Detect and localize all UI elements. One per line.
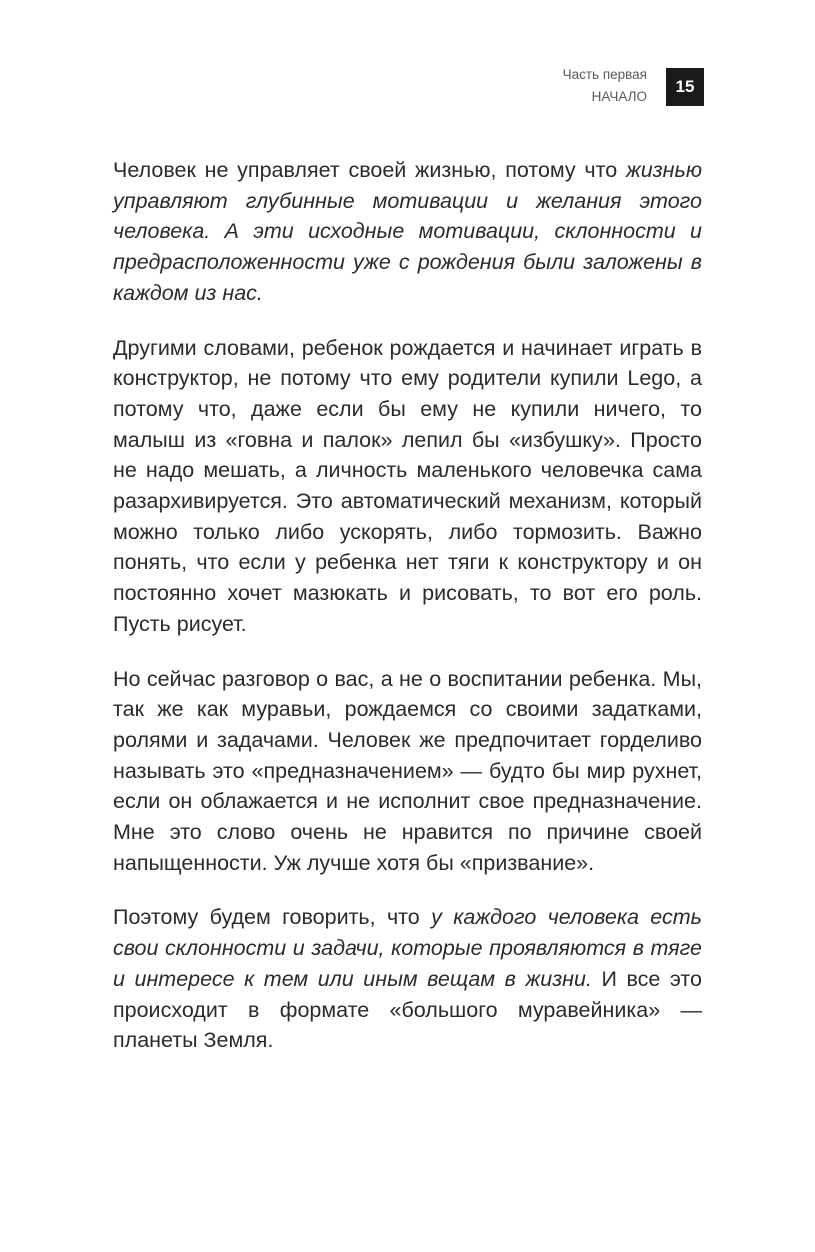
italic-run: жизнью управляют глубинные мотивации и желания этого человека. А эти исходные мотивации, склонности и предрасположенности уже с рождения были заложены в каждом из нас.: [113, 158, 702, 305]
text-run: Но сейчас разговор о вас, а не о воспитании ребенка. Мы, так же как муравьи, рождаемся со своими задатками, ролями и задачами. Человек же предпочитает горделиво называть это «предназначением» — будто бы мир рухнет, если он облажается и не исполнит свое предназначение. Мне это слово очень не нравится по причине своей напыщенности. Уж лучше хотя бы «призвание».: [113, 666, 702, 875]
text-run: Другими словами, ребенок рождается и начинает играть в конструктор, не потому что ему родители купили Lego, а потому что, даже если бы ему не купили ничего, то малыш из «говна и палок» лепил бы «избушку». Просто не надо мешать, а личность маленького человечка сама разархивируется. Это автоматический механизм, который можно только либо ускорять, либо тормозить. Важно понять, что если у ребенка нет тяги к конструктору и он постоянно хочет мазюкать и рисовать, то вот его роль. Пусть рисует.: [113, 335, 702, 636]
running-head: [563, 64, 647, 108]
text-run: Человек не управляет своей жизнью, потому что: [113, 158, 626, 182]
part-title: Часть первая: [562, 67, 647, 82]
chapter-title: НАЧАЛО: [591, 89, 647, 104]
body-text: [113, 155, 702, 1080]
text-run: Поэтому будем говорить, что: [113, 905, 432, 930]
italic-run: у каждого человека есть свои склонности и задачи, которые проявляются в тяге и интересе к тем или иным вещам в жизни.: [113, 905, 702, 991]
paragraph: [113, 333, 702, 640]
text-run: И все это происходит в формате «большого муравейника» — планеты Земля.: [113, 966, 702, 1053]
paragraph: [113, 664, 702, 879]
paragraph: [113, 902, 702, 1056]
paragraph: [113, 155, 702, 309]
page-number: 15: [666, 68, 704, 106]
